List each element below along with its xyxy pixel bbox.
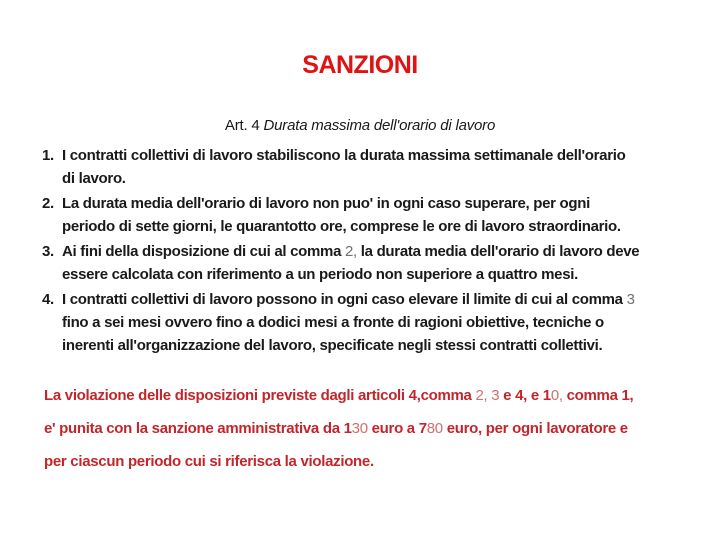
article-number: 1. [42,147,54,164]
article-item-2 [42,192,692,238]
text-segment: essere calcolata con riferimento a un periodo non superiore a quattro mesi. [62,266,578,283]
text-segment: la durata media dell'orario di lavoro deve [356,243,640,260]
article-item-3 [42,240,692,286]
text-segment-thin: 2, [345,243,357,260]
text-line [62,334,692,357]
text-line [62,192,692,215]
article-item-1 [42,144,692,190]
text-line [44,412,692,445]
text-segment-thin: 3 [626,291,635,308]
text-line [62,263,692,286]
article-subtitle [0,116,720,136]
article-text [62,240,692,286]
text-segment: euro, per ogni lavoratore e [442,420,628,437]
text-line [62,167,692,190]
text-segment-thin: 30 [351,420,368,437]
text-segment: di lavoro. [62,170,126,187]
text-segment: e' punita con la sanzione amministrativa da 1 [44,420,352,437]
text-line [44,379,692,412]
text-segment: e 4, e 1 [499,387,551,404]
articles-list [0,144,720,357]
subtitle-italic-text: Durata massima dell'orario di lavoro [263,117,496,134]
article-number: 2. [42,195,54,212]
text-line [62,240,692,263]
text-segment: per ciascun periodo cui si riferisca la violazione. [44,453,374,470]
text-segment: periodo di sette giorni, le quarantotto ore, comprese le ore di lavoro straordinario. [62,218,621,235]
text-segment-thin: 0, [550,387,563,404]
text-segment: I contratti collettivi di lavoro stabiliscono la durata massima settimanale dell'orario [62,147,626,164]
text-segment: Ai fini della disposizione di cui al comma [62,243,345,260]
violation-paragraph [0,379,720,478]
text-segment-thin: 80 [426,420,443,437]
article-number: 4. [42,291,54,308]
article-text [62,192,692,238]
subtitle-prefix: Art. 4 [224,117,264,134]
text-segment: inerenti all'organizzazione del lavoro, specificate negli stessi contratti collettivi. [62,337,603,354]
article-item-4 [42,288,692,357]
text-line [62,288,692,311]
text-segment: fino a sei mesi ovvero fino a dodici mesi a fronte di ragioni obiettive, tecniche o [62,314,604,331]
article-text [62,144,692,190]
text-segment: La durata media dell'orario di lavoro non puo' in ogni caso superare, per ogni [62,195,590,212]
text-segment: La violazione delle disposizioni previste dagli articoli 4,comma [44,387,476,404]
text-line [62,215,692,238]
slide-title: SANZIONI [302,51,418,79]
article-number: 3. [42,243,54,260]
article-text [62,288,692,357]
text-line [62,311,692,334]
text-segment: comma 1, [562,387,634,404]
text-line [44,445,692,478]
text-segment-thin: 2, 3 [475,387,500,404]
text-segment: I contratti collettivi di lavoro possono in ogni caso elevare il limite di cui al comma [62,291,627,308]
text-line [62,144,692,167]
text-segment: euro a 7 [367,420,427,437]
